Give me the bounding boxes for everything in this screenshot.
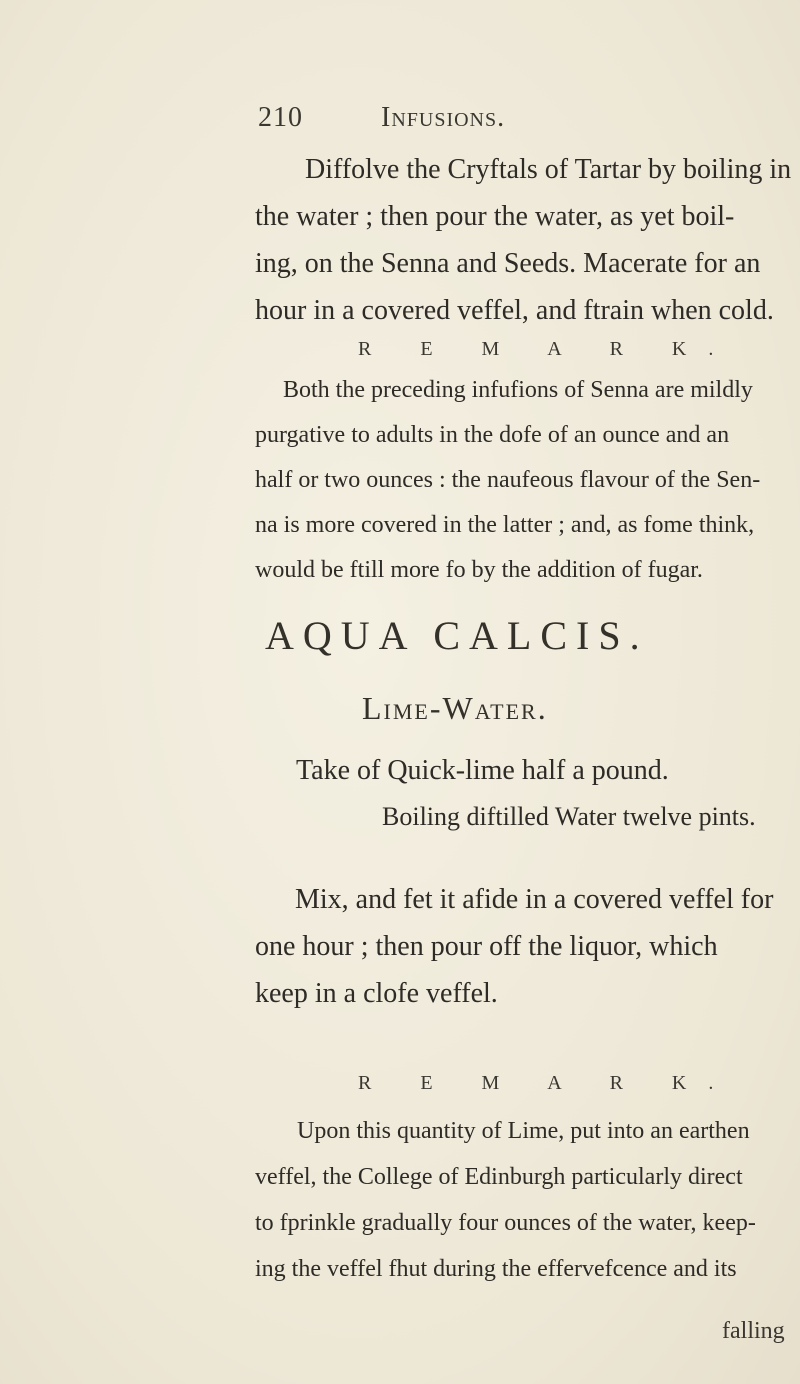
text-line: would be ftill more fo by the addition of fugar.	[255, 557, 703, 583]
paragraph-1	[255, 146, 800, 334]
text-line: veffel, the College of Edinburgh particularly direct	[255, 1164, 743, 1190]
ingredient-water: Boiling diftilled Water twelve pints.	[382, 802, 756, 831]
text-line: Upon this quantity of Lime, put into an earthen	[297, 1118, 750, 1144]
remark-heading-2: R E M A R K.	[358, 1072, 736, 1094]
running-head	[258, 102, 505, 134]
text-line: one hour ; then pour off the liquor, which	[255, 931, 718, 962]
ingredient-quick-lime: Take of Quick-lime half a pound.	[296, 755, 669, 786]
paragraph-2	[255, 368, 800, 593]
text-line: na is more covered in the latter ; and, as fome think,	[255, 512, 755, 538]
text-line: half or two ounces : the naufeous flavour of the Sen-	[255, 467, 761, 493]
page-number: 210	[258, 102, 303, 133]
text-line: Diffolve the Cryftals of Tartar by boiling in	[305, 154, 792, 185]
recipe-title: AQUA CALCIS.	[265, 613, 649, 658]
catchword: falling	[722, 1318, 785, 1344]
text-line: keep in a clofe veffel.	[255, 978, 498, 1009]
text-line: ing the veffel fhut during the effervefcence and its	[255, 1256, 737, 1282]
recipe-subtitle: Lime-Water.	[362, 690, 548, 726]
text-line: to fprinkle gradually four ounces of the water, keep-	[255, 1210, 756, 1236]
text-line: the water ; then pour the water, as yet boil-	[255, 201, 735, 232]
remark-heading-1: R E M A R K.	[358, 338, 736, 360]
paragraph-3	[255, 876, 800, 1017]
text-line: Mix, and fet it afide in a covered veffel for	[295, 884, 774, 915]
paragraph-4	[255, 1108, 800, 1292]
text-line: Both the preceding infufions of Senna are mildly	[283, 377, 753, 403]
text-line: purgative to adults in the dofe of an ounce and an	[255, 422, 730, 448]
text-line: ing, on the Senna and Seeds. Macerate for an	[255, 248, 761, 279]
running-title: Infusions.	[381, 102, 506, 133]
text-line: hour in a covered veffel, and ftrain when cold.	[255, 295, 774, 326]
